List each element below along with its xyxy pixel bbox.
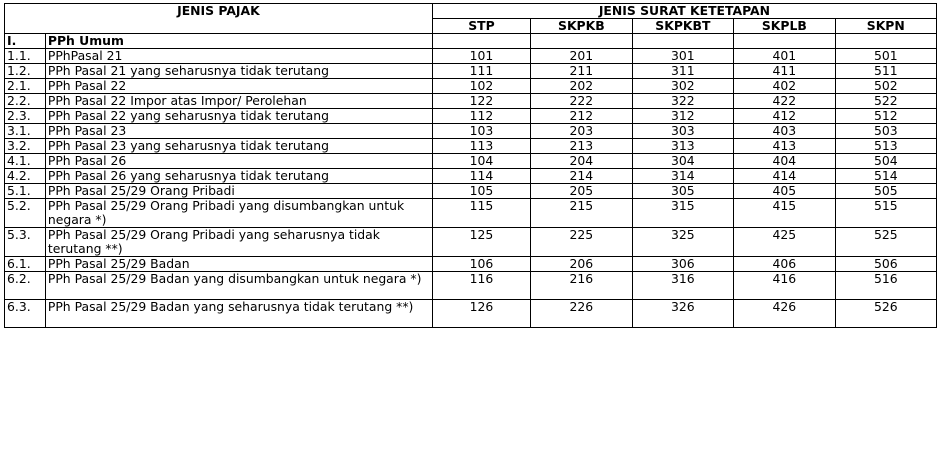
skpkb-code: 204 xyxy=(531,154,632,169)
tax-type-name: PPh Pasal 25/29 Orang Pribadi yang seharusnya tidak terutang **) xyxy=(45,228,432,257)
skplb-code: 416 xyxy=(734,272,835,300)
tax-type-name: PPh Pasal 26 yang seharusnya tidak terutang xyxy=(45,169,432,184)
skpn-code: 512 xyxy=(835,109,936,124)
skplb-code: 426 xyxy=(734,300,835,328)
skpn-code: 515 xyxy=(835,199,936,228)
skpn-code: 514 xyxy=(835,169,936,184)
table-row xyxy=(5,300,937,328)
header-skpkb: SKPKB xyxy=(531,19,632,34)
skpkbt-code: 326 xyxy=(632,300,734,328)
skpkb-code: 226 xyxy=(531,300,632,328)
skpn-code xyxy=(835,34,936,49)
skplb-code: 412 xyxy=(734,109,835,124)
skplb-code: 422 xyxy=(734,94,835,109)
skpn-code: 516 xyxy=(835,272,936,300)
skpkbt-code: 322 xyxy=(632,94,734,109)
skpkb-code: 201 xyxy=(531,49,632,64)
stp-code: 125 xyxy=(432,228,530,257)
stp-code: 111 xyxy=(432,64,530,79)
skpkb-code: 222 xyxy=(531,94,632,109)
skpkbt-code: 313 xyxy=(632,139,734,154)
header-skpn: SKPN xyxy=(835,19,936,34)
row-number: 2.2. xyxy=(5,94,46,109)
stp-code: 102 xyxy=(432,79,530,94)
tax-type-name: PPh Pasal 26 xyxy=(45,154,432,169)
skpkbt-code: 325 xyxy=(632,228,734,257)
skpkbt-code: 315 xyxy=(632,199,734,228)
row-number: 3.2. xyxy=(5,139,46,154)
table-row xyxy=(5,184,937,199)
stp-code: 105 xyxy=(432,184,530,199)
skpkb-code: 203 xyxy=(531,124,632,139)
row-number: 4.1. xyxy=(5,154,46,169)
stp-code: 103 xyxy=(432,124,530,139)
skplb-code: 415 xyxy=(734,199,835,228)
skpn-code: 511 xyxy=(835,64,936,79)
skpn-code: 504 xyxy=(835,154,936,169)
tax-type-name: PPh Pasal 25/29 Badan yang disumbangkan untuk negara *) xyxy=(45,272,432,300)
skplb-code: 413 xyxy=(734,139,835,154)
table-row xyxy=(5,228,937,257)
row-number: 6.1. xyxy=(5,257,46,272)
skpkb-code: 216 xyxy=(531,272,632,300)
tax-type-name: PPh Pasal 23 xyxy=(45,124,432,139)
table-row xyxy=(5,124,937,139)
skplb-code: 406 xyxy=(734,257,835,272)
tax-type-name: PPhPasal 21 xyxy=(45,49,432,64)
stp-code: 115 xyxy=(432,199,530,228)
row-number: 3.1. xyxy=(5,124,46,139)
skpkb-code: 225 xyxy=(531,228,632,257)
skpkb-code: 215 xyxy=(531,199,632,228)
skpkb-code: 202 xyxy=(531,79,632,94)
skpkb-code: 213 xyxy=(531,139,632,154)
stp-code: 113 xyxy=(432,139,530,154)
section-row xyxy=(5,34,937,49)
row-number: 5.3. xyxy=(5,228,46,257)
skpkb-code: 214 xyxy=(531,169,632,184)
table-body xyxy=(5,34,937,328)
table-row xyxy=(5,154,937,169)
tax-type-name: PPh Umum xyxy=(45,34,432,49)
row-number: 2.1. xyxy=(5,79,46,94)
row-number: 6.2. xyxy=(5,272,46,300)
row-number: I. xyxy=(5,34,46,49)
tax-type-name: PPh Pasal 25/29 Orang Pribadi yang disumbangkan untuk negara *) xyxy=(45,199,432,228)
header-skplb: SKPLB xyxy=(734,19,835,34)
tax-code-table xyxy=(4,3,937,328)
skpn-code: 501 xyxy=(835,49,936,64)
table-row xyxy=(5,94,937,109)
row-number: 5.1. xyxy=(5,184,46,199)
stp-code: 104 xyxy=(432,154,530,169)
stp-code: 116 xyxy=(432,272,530,300)
skpkbt-code: 303 xyxy=(632,124,734,139)
skpkbt-code: 305 xyxy=(632,184,734,199)
skpn-code: 503 xyxy=(835,124,936,139)
skpkbt-code xyxy=(632,34,734,49)
skpkbt-code: 301 xyxy=(632,49,734,64)
skpkb-code: 205 xyxy=(531,184,632,199)
skpkbt-code: 304 xyxy=(632,154,734,169)
row-number: 1.1. xyxy=(5,49,46,64)
skpn-code: 525 xyxy=(835,228,936,257)
stp-code: 112 xyxy=(432,109,530,124)
stp-code xyxy=(432,34,530,49)
header-row-1 xyxy=(5,4,937,19)
tax-type-name: PPh Pasal 25/29 Badan xyxy=(45,257,432,272)
tax-type-name: PPh Pasal 22 Impor atas Impor/ Perolehan xyxy=(45,94,432,109)
skplb-code: 403 xyxy=(734,124,835,139)
skplb-code: 401 xyxy=(734,49,835,64)
skplb-code: 414 xyxy=(734,169,835,184)
skpn-code: 522 xyxy=(835,94,936,109)
tax-type-name: PPh Pasal 22 yang seharusnya tidak terutang xyxy=(45,109,432,124)
table-row xyxy=(5,139,937,154)
skpkb-code: 206 xyxy=(531,257,632,272)
skplb-code: 402 xyxy=(734,79,835,94)
header-skpkbt: SKPKBT xyxy=(632,19,734,34)
skpn-code: 502 xyxy=(835,79,936,94)
skpn-code: 506 xyxy=(835,257,936,272)
stp-code: 126 xyxy=(432,300,530,328)
table-row xyxy=(5,257,937,272)
stp-code: 122 xyxy=(432,94,530,109)
header-jenis-surat-ketetapan: JENIS SURAT KETETAPAN xyxy=(432,4,936,19)
stp-code: 114 xyxy=(432,169,530,184)
tax-type-name: PPh Pasal 25/29 Badan yang seharusnya tidak terutang **) xyxy=(45,300,432,328)
tax-type-name: PPh Pasal 23 yang seharusnya tidak terutang xyxy=(45,139,432,154)
row-number: 2.3. xyxy=(5,109,46,124)
skpkbt-code: 302 xyxy=(632,79,734,94)
skpn-code: 526 xyxy=(835,300,936,328)
table-row xyxy=(5,109,937,124)
stp-code: 101 xyxy=(432,49,530,64)
skplb-code: 404 xyxy=(734,154,835,169)
header-stp: STP xyxy=(432,19,530,34)
row-number: 5.2. xyxy=(5,199,46,228)
tax-type-name: PPh Pasal 21 yang seharusnya tidak terutang xyxy=(45,64,432,79)
skpkbt-code: 316 xyxy=(632,272,734,300)
skplb-code: 411 xyxy=(734,64,835,79)
row-number: 1.2. xyxy=(5,64,46,79)
skpkb-code: 211 xyxy=(531,64,632,79)
skpn-code: 513 xyxy=(835,139,936,154)
skpkbt-code: 314 xyxy=(632,169,734,184)
skpkb-code: 212 xyxy=(531,109,632,124)
table-row xyxy=(5,49,937,64)
table-row xyxy=(5,79,937,94)
skpkb-code xyxy=(531,34,632,49)
skpn-code: 505 xyxy=(835,184,936,199)
tax-type-name: PPh Pasal 25/29 Orang Pribadi xyxy=(45,184,432,199)
skpkbt-code: 311 xyxy=(632,64,734,79)
row-number: 6.3. xyxy=(5,300,46,328)
table-row xyxy=(5,169,937,184)
table-row xyxy=(5,64,937,79)
header-jenis-pajak: JENIS PAJAK xyxy=(5,4,433,34)
table-row xyxy=(5,199,937,228)
skplb-code: 425 xyxy=(734,228,835,257)
table-row xyxy=(5,272,937,300)
skplb-code: 405 xyxy=(734,184,835,199)
tax-type-name: PPh Pasal 22 xyxy=(45,79,432,94)
skplb-code xyxy=(734,34,835,49)
stp-code: 106 xyxy=(432,257,530,272)
row-number: 4.2. xyxy=(5,169,46,184)
skpkbt-code: 312 xyxy=(632,109,734,124)
skpkbt-code: 306 xyxy=(632,257,734,272)
